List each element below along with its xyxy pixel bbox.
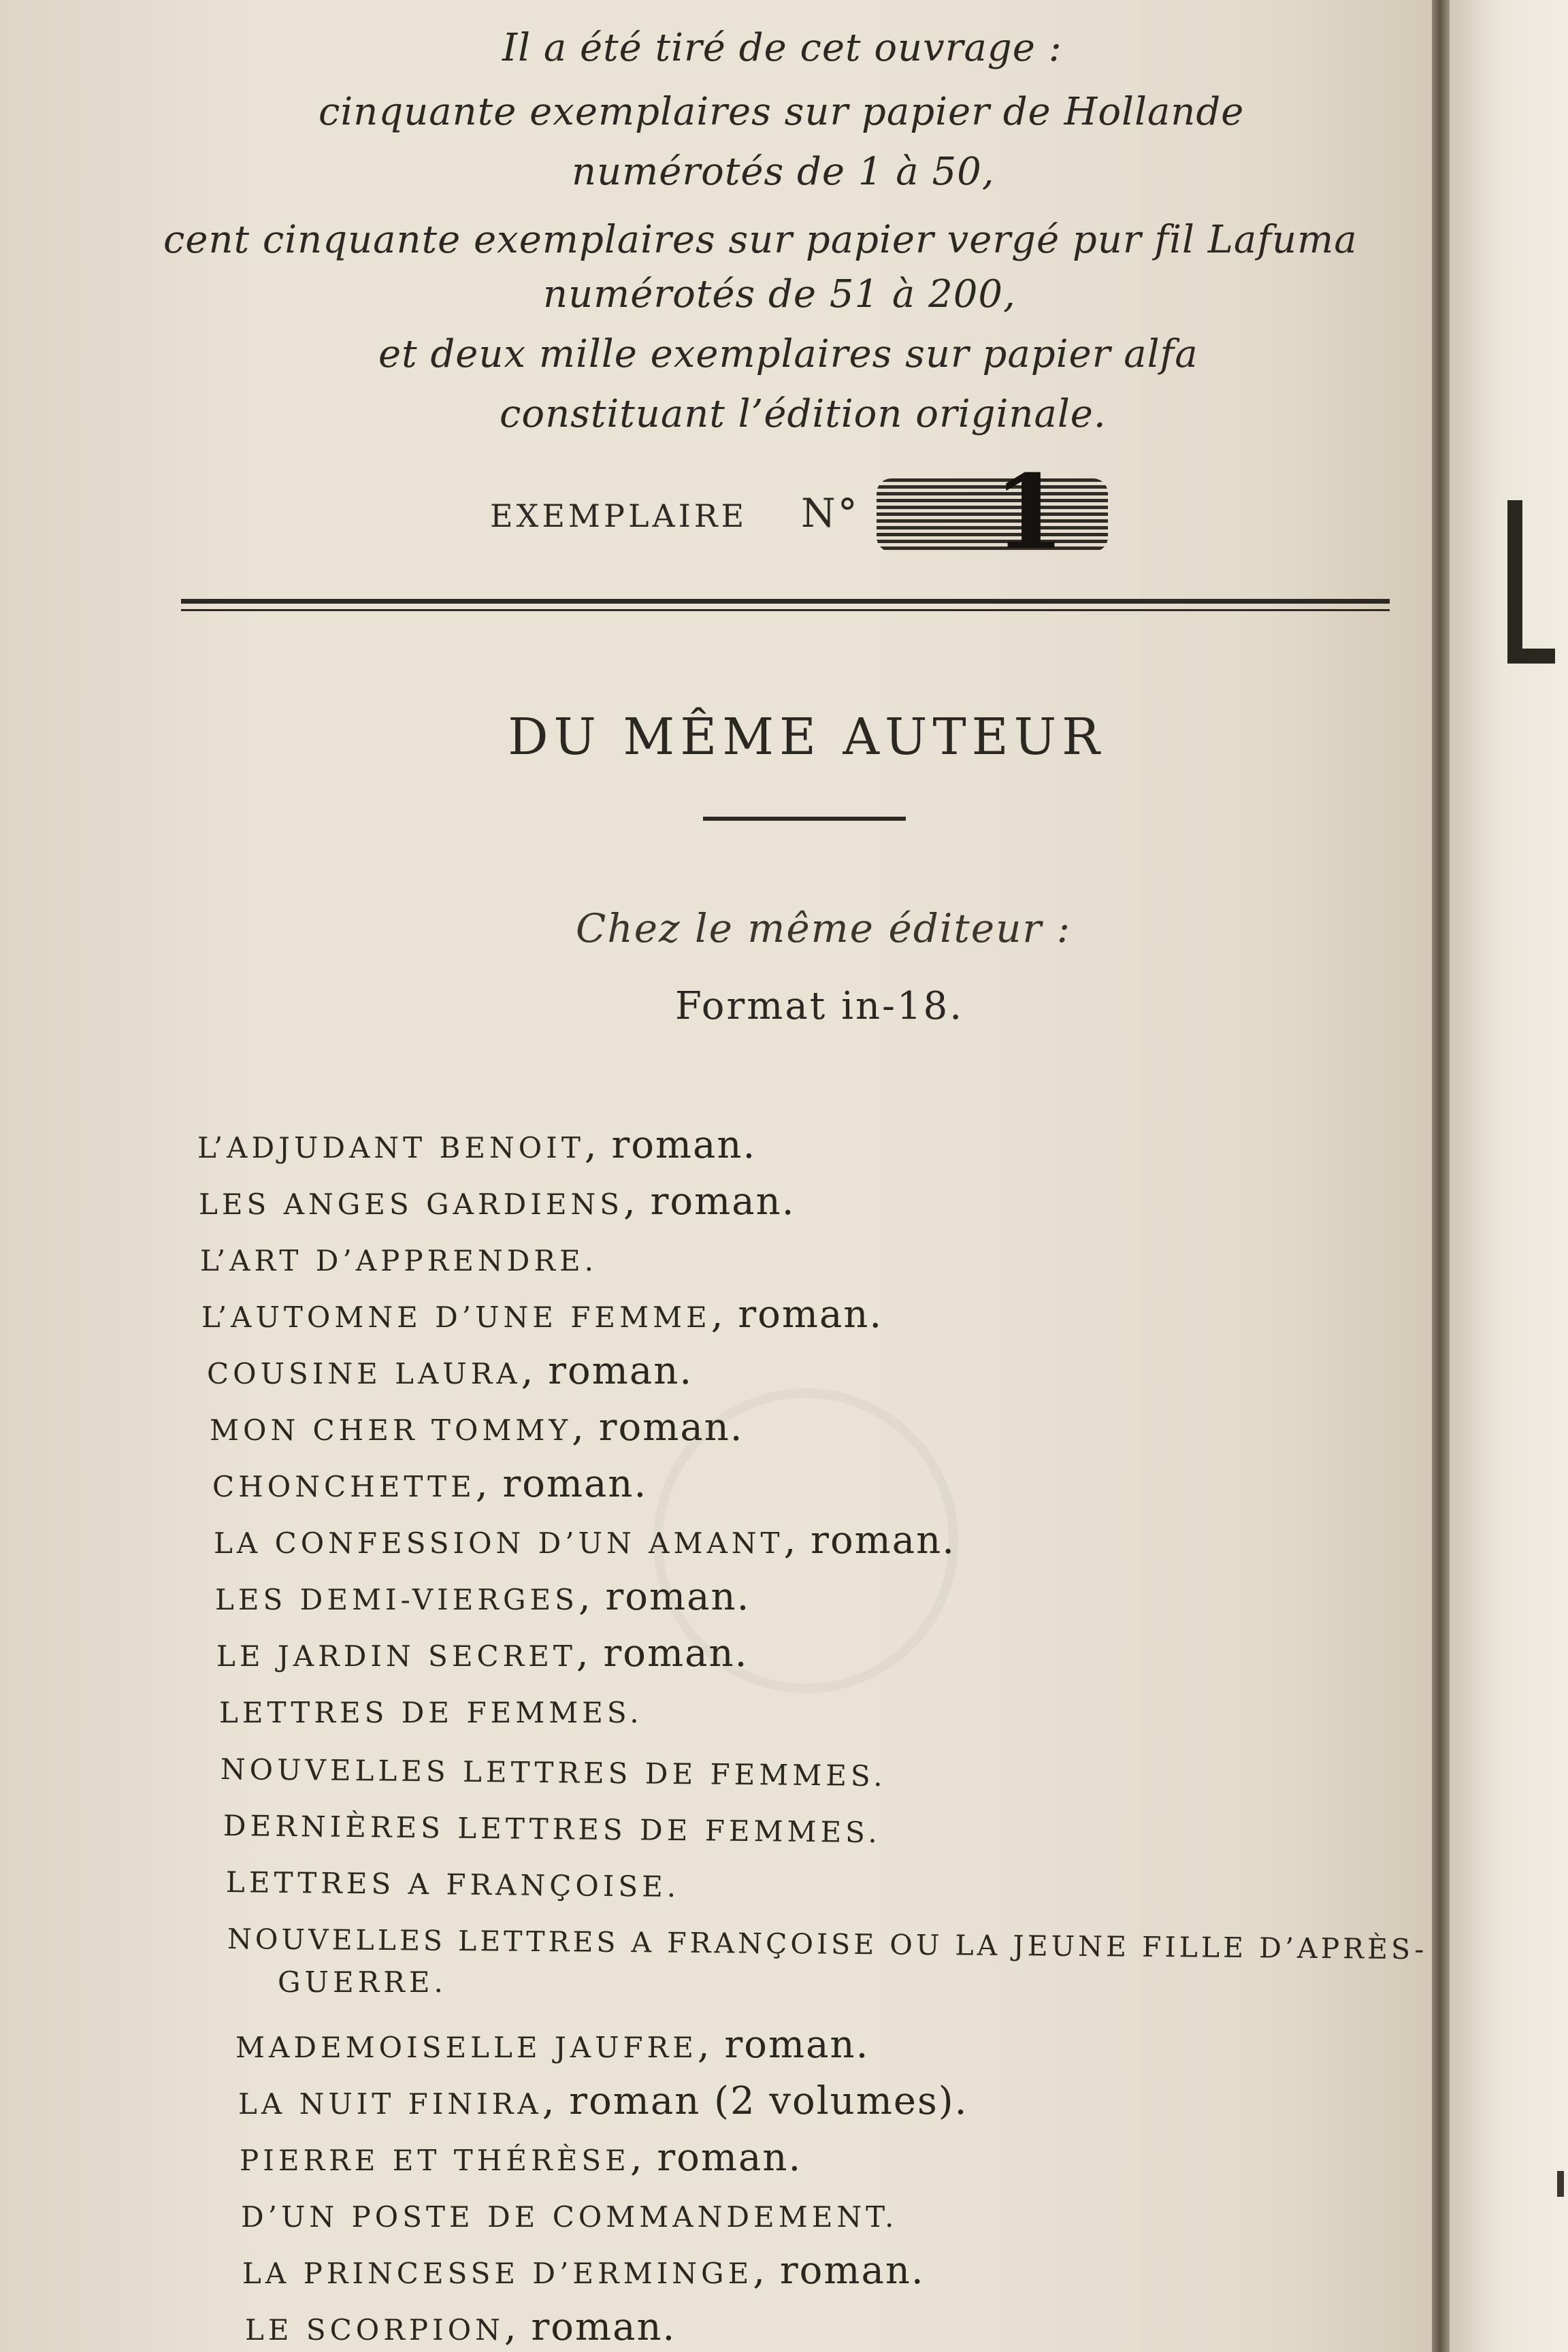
number-stamp-box <box>877 478 1108 552</box>
publisher-line: Chez le même éditeur : <box>576 905 1072 951</box>
work-entry <box>220 1744 887 1795</box>
work-title: L’ART D’APPRENDRE. <box>200 1244 598 1277</box>
work-title: LES DEMI-VIERGES <box>215 1583 578 1616</box>
work-entry <box>241 2192 898 2236</box>
work-title: LETTRES A FRANÇOISE. <box>225 1865 681 1904</box>
work-genre: , roman. <box>578 1575 751 1619</box>
separator-rule-thin <box>181 609 1390 611</box>
work-entry <box>278 1957 447 2002</box>
work-title: CHONCHETTE <box>212 1470 476 1503</box>
work-title: LETTRES DE FEMMES. <box>219 1696 643 1729</box>
section-heading: DU MÊME AUTEUR <box>508 708 1105 766</box>
work-entry <box>212 1462 647 1506</box>
work-title: NOUVELLES LETTRES A FRANÇOISE OU LA JEUNE FILLE D’APRÈS- <box>227 1923 1428 1966</box>
work-entry <box>210 1405 744 1450</box>
work-title: LA PRINCESSE D’ERMINGE <box>242 2257 753 2290</box>
work-entry <box>240 2136 802 2180</box>
edition-line: et deux mille exemplaires sur papier alfa <box>378 332 1198 376</box>
format-line: Format in-18. <box>675 984 964 1028</box>
work-title: LE JARDIN SECRET <box>216 1639 576 1673</box>
separator-rule-thick <box>181 599 1390 604</box>
edition-line: cinquante exemplaires sur papier de Hollande <box>318 90 1245 134</box>
exemplaire-label: EXEMPLAIRE <box>490 497 748 534</box>
work-entry <box>242 2249 925 2293</box>
work-genre: , roman. <box>521 1349 693 1393</box>
work-title: GUERRE. <box>278 1965 447 1999</box>
work-entry <box>235 2023 869 2067</box>
work-title: L’AUTOMNE D’UNE FEMME <box>201 1301 711 1334</box>
work-entry <box>200 1236 598 1280</box>
work-title: L’ADJUDANT BENOIT <box>197 1131 585 1164</box>
facing-page-mark <box>1557 2171 1564 2197</box>
work-entry <box>226 1857 681 1906</box>
work-title: MON CHER TOMMY <box>210 1414 572 1447</box>
edition-line: Il a été tiré de cet ouvrage : <box>502 26 1062 70</box>
facing-page-letter-fragment <box>1507 500 1555 664</box>
edition-line: numérotés de 51 à 200, <box>543 272 1016 316</box>
work-genre: , roman. <box>783 1518 956 1563</box>
number-sign: N° <box>800 490 860 536</box>
work-entry <box>238 2079 968 2123</box>
work-entry <box>245 2305 676 2349</box>
work-title: NOUVELLES LETTRES DE FEMMES. <box>220 1752 887 1793</box>
work-entry <box>214 1518 956 1563</box>
work-genre: , roman. <box>504 2305 676 2349</box>
edition-line: cent cinquante exemplaires sur papier vergé pur fil Lafuma <box>163 218 1358 262</box>
work-title: LA NUIT FINIRA <box>238 2087 542 2121</box>
work-genre: , roman. <box>584 1123 757 1167</box>
work-genre: , roman. <box>630 2136 802 2180</box>
exemplaire-number: 1 <box>994 453 1065 572</box>
edition-line: constituant l’édition originale. <box>500 392 1107 436</box>
work-title: DERNIÈRES LETTRES DE FEMMES. <box>223 1809 882 1850</box>
work-genre: , roman. <box>697 2023 870 2067</box>
work-title: PIERRE ET THÉRÈSE <box>240 2144 630 2177</box>
work-title: LES ANGES GARDIENS <box>199 1188 624 1221</box>
work-genre: , roman. <box>475 1462 648 1506</box>
work-title: LA CONFESSION D’UN AMANT <box>214 1526 784 1560</box>
work-entry <box>201 1292 883 1337</box>
work-title: COUSINE LAURA <box>207 1357 521 1390</box>
edition-line: numérotés de 1 à 50, <box>572 150 995 194</box>
work-entry <box>216 1631 748 1676</box>
work-entry <box>215 1575 750 1619</box>
work-genre: , roman. <box>576 1631 749 1676</box>
work-entry <box>197 1123 756 1167</box>
work-genre: , roman (2 volumes). <box>542 2079 968 2123</box>
heading-rule <box>703 817 906 821</box>
work-entry <box>223 1801 882 1852</box>
work-entry <box>199 1179 796 1224</box>
work-entry <box>219 1688 643 1732</box>
book-gutter <box>1432 0 1450 2352</box>
work-title: MADEMOISELLE JAUFRE <box>235 2031 698 2064</box>
work-genre: , roman. <box>572 1405 744 1450</box>
work-title: D’UN POSTE DE COMMANDEMENT. <box>241 2200 898 2234</box>
work-genre: , roman. <box>753 2249 925 2293</box>
facing-page <box>1450 0 1568 2352</box>
work-genre: , roman. <box>623 1179 796 1224</box>
work-entry <box>207 1349 693 1393</box>
work-title: LE SCORPION <box>245 2313 504 2347</box>
work-genre: , roman. <box>710 1292 883 1337</box>
exemplaire-line <box>490 490 860 536</box>
